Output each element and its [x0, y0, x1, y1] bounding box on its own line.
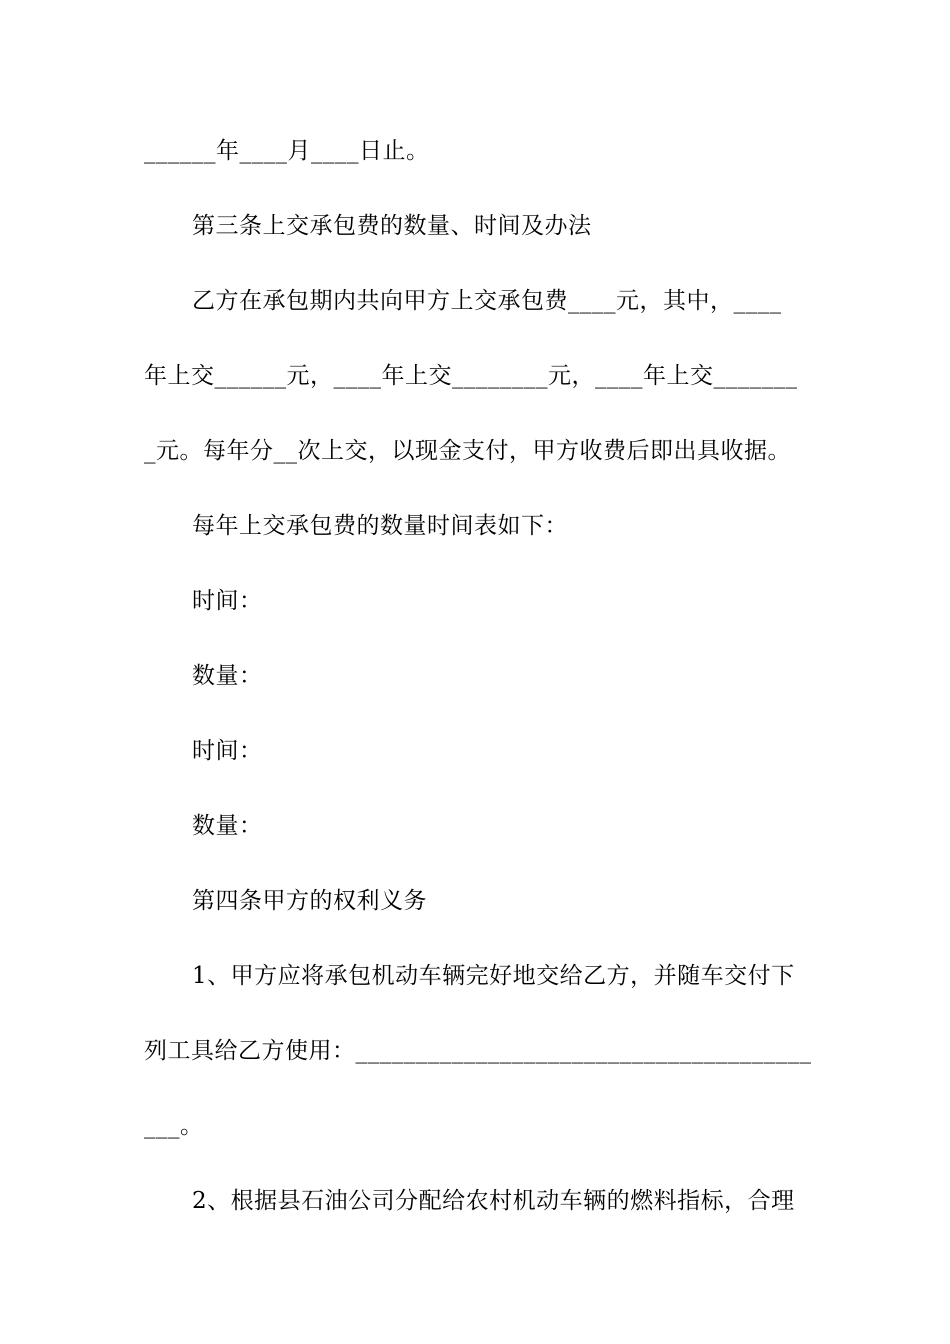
schedule-time-label: 时间：: [192, 588, 263, 614]
article-4-item-1-line-1: 1、甲方应将承包机动车辆完好地交给乙方，并随车交付下: [192, 963, 795, 989]
article-4-item-1-line-3: ___。: [144, 1113, 204, 1139]
schedule-time-label: 时间：: [192, 738, 263, 764]
article-3-paragraph-line-2: 年上交______元，____年上交________元，____年上交_______: [144, 363, 798, 389]
date-end-line: ______年____月____日止。: [144, 138, 430, 164]
article-3-paragraph-line-1: 乙方在承包期内共向甲方上交承包费____元，其中，____: [192, 288, 782, 314]
article-4-item-2-line-1: 2、根据县石油公司分配给农村机动车辆的燃料指标，合理: [192, 1188, 795, 1214]
article-3-heading: 第三条上交承包费的数量、时间及办法: [192, 213, 592, 239]
article-4-heading: 第四条甲方的权利义务: [192, 888, 427, 914]
schedule-amount-label: 数量：: [192, 663, 263, 689]
article-4-item-1-line-2: 列工具给乙方使用：______________________________________: [144, 1038, 812, 1064]
article-3-paragraph-line-3: _元。每年分__次上交，以现金支付，甲方收费后即出具收据。: [144, 438, 791, 464]
schedule-intro: 每年上交承包费的数量时间表如下：: [192, 513, 568, 539]
schedule-amount-label: 数量：: [192, 813, 263, 839]
